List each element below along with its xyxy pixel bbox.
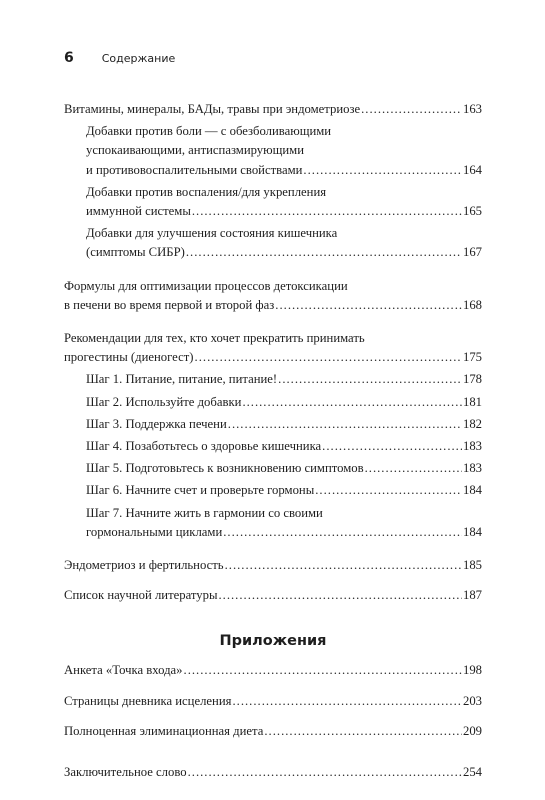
toc-entry[interactable] [64, 100, 482, 119]
toc-entry-page: 167 [462, 245, 482, 260]
leader-dots [225, 556, 462, 575]
leader-dots [232, 692, 461, 711]
toc-entry-page: 175 [462, 350, 482, 365]
toc-entry-page: 185 [462, 558, 482, 573]
toc-entry[interactable] [86, 224, 482, 262]
leader-dots [223, 523, 462, 542]
toc-entry-step[interactable] [86, 393, 482, 412]
leader-dots [184, 661, 462, 680]
toc-entry[interactable] [64, 329, 482, 367]
leader-dots [218, 586, 461, 605]
appendix-heading: Приложения [219, 633, 327, 650]
toc-entry-page: 183 [462, 439, 482, 454]
toc-entry-title: Список научной литературы [64, 588, 218, 603]
toc-entry-title: Формулы для оптимизации процессов детоксикации [64, 278, 348, 293]
leader-dots [192, 202, 462, 221]
leader-dots [315, 481, 462, 500]
toc-entry-step[interactable] [86, 437, 482, 456]
toc-entry-title: Страницы дневника исцеления [64, 693, 232, 708]
toc-entry-title: прогестины (диеногест) [64, 350, 194, 365]
toc-entry[interactable] [64, 586, 482, 605]
toc-entry-title: Заключительное слово [64, 765, 187, 780]
leader-dots [361, 100, 462, 119]
toc-entry-step[interactable] [86, 459, 482, 478]
toc-entry-page: 198 [462, 663, 482, 678]
toc-entry-page: 184 [462, 483, 482, 498]
toc-entry-title: Шаг 6. Начните счет и проверьте гормоны [86, 483, 315, 498]
toc-entry-title: и противовоспалительными свойствами [86, 162, 303, 177]
table-of-contents [64, 100, 482, 782]
toc-entry-title: Шаг 4. Позаботьтесь о здоровье кишечника [86, 439, 322, 454]
toc-entry-step[interactable] [86, 481, 482, 500]
toc-entry-step[interactable] [86, 415, 482, 434]
page-number: 6 [64, 50, 74, 66]
toc-entry-page: 209 [462, 723, 482, 738]
leader-dots [264, 722, 462, 741]
leader-dots [186, 243, 462, 262]
toc-entry-title: успокаивающими, антиспазмирующими [86, 143, 304, 158]
toc-entry-page: 254 [462, 765, 482, 780]
toc-entry-title: Добавки против воспаления/для укрепления [86, 184, 327, 199]
toc-entry[interactable] [64, 556, 482, 575]
toc-entry-title: Добавки против боли — с обезболивающими [86, 124, 332, 139]
toc-entry-title: Шаг 5. Подготовьтесь к возникновению симптомов [86, 461, 364, 476]
toc-entry-appendix[interactable] [64, 661, 482, 680]
toc-entry-step[interactable] [86, 504, 482, 542]
toc-entry-title: Шаг 3. Поддержка печени [86, 416, 227, 431]
toc-entry-appendix[interactable] [64, 722, 482, 741]
toc-entry-title: Рекомендации для тех, кто хочет прекратить принимать [64, 331, 365, 346]
toc-entry-title: гормональными циклами [86, 524, 223, 539]
leader-dots [275, 296, 462, 315]
toc-entry-title: Добавки для улучшения состояния кишечника [86, 226, 338, 241]
toc-entry-page: 181 [462, 394, 482, 409]
toc-entry-page: 164 [462, 162, 482, 177]
leader-dots [322, 437, 462, 456]
toc-entry-title: Витамины, минералы, БАДы, травы при эндометриозе [64, 102, 361, 116]
toc-entry[interactable] [64, 277, 482, 315]
toc-entry-page: 163 [462, 102, 482, 116]
leader-dots [242, 393, 462, 412]
toc-entry-title: (симптомы СИБР) [86, 245, 185, 260]
toc-entry[interactable] [86, 122, 482, 180]
toc-entry-title: Полноценная элиминационная диета [64, 723, 264, 738]
toc-entry-page: 178 [462, 372, 482, 387]
toc-entry-title: Эндометриоз и фертильность [64, 558, 224, 573]
toc-entry-page: 168 [462, 297, 482, 312]
toc-entry-title: в печени во время первой и второй фаз [64, 297, 275, 312]
toc-entry-page: 184 [462, 524, 482, 539]
leader-dots [188, 763, 462, 782]
running-head: Содержание [101, 52, 176, 65]
toc-entry-page: 203 [462, 693, 482, 708]
toc-entry-page: 182 [462, 416, 482, 431]
leader-dots [228, 415, 462, 434]
page-header [64, 50, 175, 66]
toc-entry-appendix[interactable] [64, 692, 482, 711]
toc-entry-title: Шаг 1. Питание, питание, питание! [86, 372, 278, 387]
toc-entry-page: 187 [462, 588, 482, 603]
toc-entry-title: Анкета «Точка входа» [64, 663, 183, 678]
toc-entry-page: 165 [462, 204, 482, 219]
toc-entry-title: иммунной системы [86, 204, 191, 219]
leader-dots [365, 459, 462, 478]
leader-dots [195, 348, 462, 367]
toc-entry-page: 183 [462, 461, 482, 476]
leader-dots [303, 161, 462, 180]
toc-entry-title: Шаг 7. Начните жить в гармонии со своими [86, 505, 323, 520]
toc-entry-title: Шаг 2. Используйте добавки [86, 394, 242, 409]
toc-entry-step[interactable] [86, 370, 482, 389]
toc-entry[interactable] [86, 183, 482, 221]
leader-dots [278, 370, 462, 389]
toc-entry-appendix[interactable] [64, 763, 482, 782]
